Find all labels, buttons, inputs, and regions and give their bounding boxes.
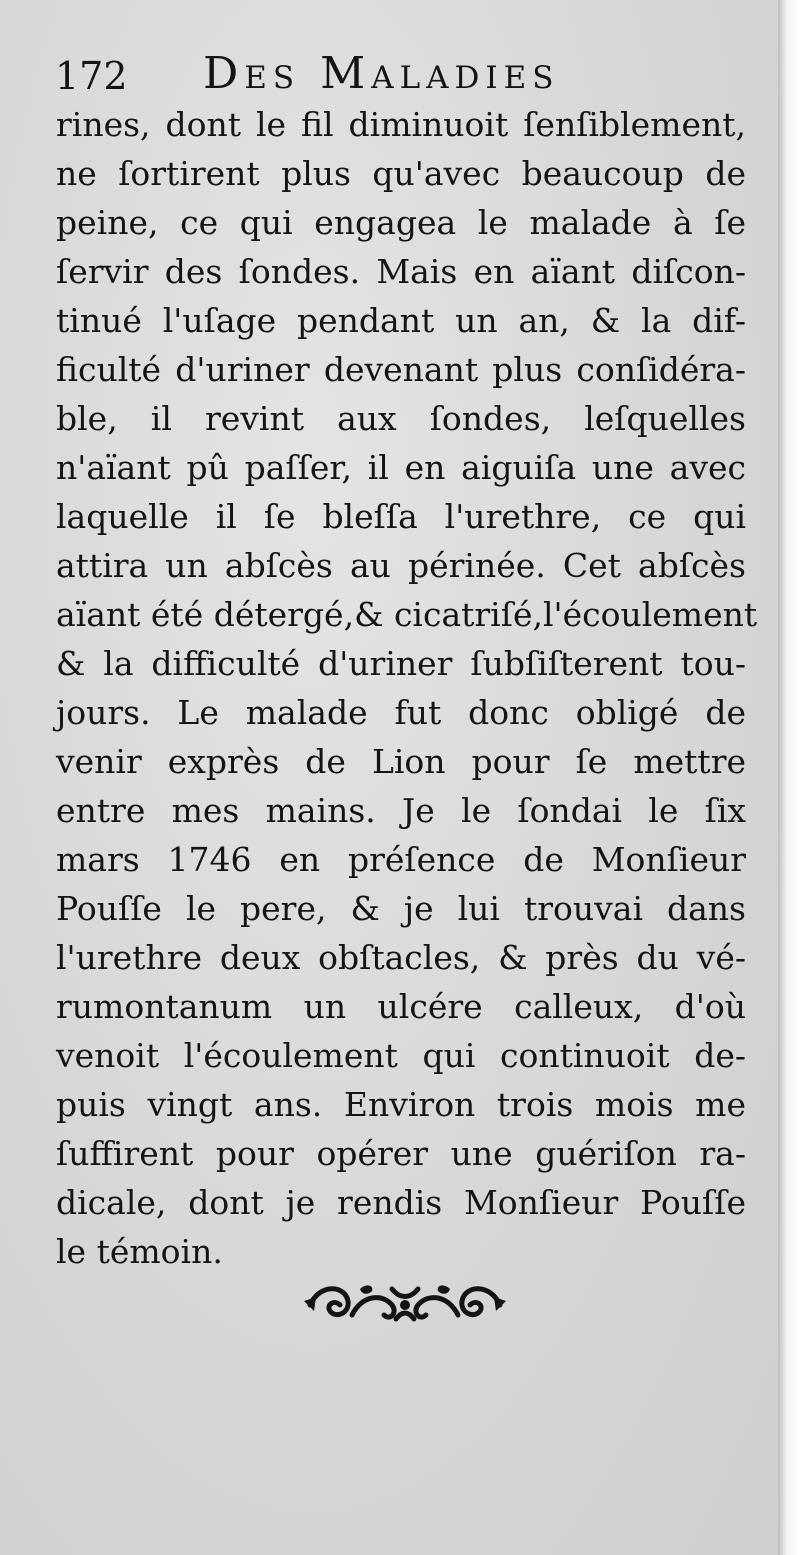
text-line: ſervir des ſondes. Mais en aïant diſcon- xyxy=(56,252,746,291)
text-line: laquelle il ſe bleſſa l'urethre, ce qui xyxy=(56,497,746,536)
text-line: peine, ce qui engagea le malade à ſe xyxy=(56,203,746,242)
text-line: l'urethre deux obſtacles, & près du vé- xyxy=(56,938,746,977)
page-edge xyxy=(778,0,800,1555)
body-text xyxy=(56,100,758,1276)
text-line: rines, dont le fil diminuoit ſenſiblement, xyxy=(56,105,746,144)
page-header xyxy=(55,48,735,108)
text-line: le témoin. xyxy=(56,1232,223,1271)
text-line: ble, il revint aux ſondes, leſquelles xyxy=(56,399,746,438)
fleuron-ornament-icon xyxy=(300,1275,510,1331)
text-line: jours. Le malade fut donc obligé de xyxy=(56,693,746,732)
text-line: ficulté d'uriner devenant plus conſidéra- xyxy=(56,350,746,389)
text-line: aïant été détergé,& cicatriſé,l'écoulement xyxy=(56,595,758,634)
text-line: ſuffirent pour opérer une guériſon ra- xyxy=(56,1134,746,1173)
text-line: mars 1746 en préſence de Monſieur xyxy=(56,840,746,879)
running-title: Des Maladies xyxy=(203,48,560,99)
text-line: attira un abſcès au périnée. Cet abſcès xyxy=(56,546,746,585)
text-line: venoit l'écoulement qui continuoit de- xyxy=(56,1036,746,1075)
text-line: dicale, dont je rendis Monſieur Pouſſe xyxy=(56,1183,746,1222)
text-line: rumontanum un ulcére calleux, d'où xyxy=(56,987,746,1026)
text-line: n'aïant pû paſſer, il en aiguiſa une avec xyxy=(56,448,746,487)
text-line: ne ſortirent plus qu'avec beaucoup de xyxy=(56,154,746,193)
text-line: venir exprès de Lion pour ſe mettre xyxy=(56,742,746,781)
text-line: & la difficulté d'uriner ſubſiſterent tou- xyxy=(56,644,746,683)
page-number: 172 xyxy=(55,54,128,98)
text-line: puis vingt ans. Environ trois mois me xyxy=(56,1085,746,1124)
text-line: entre mes mains. Je le ſondai le ſix xyxy=(56,791,746,830)
text-line: tinué l'uſage pendant un an, & la dif- xyxy=(56,301,746,340)
text-line: Pouſſe le pere, & je lui trouvai dans xyxy=(56,889,746,928)
